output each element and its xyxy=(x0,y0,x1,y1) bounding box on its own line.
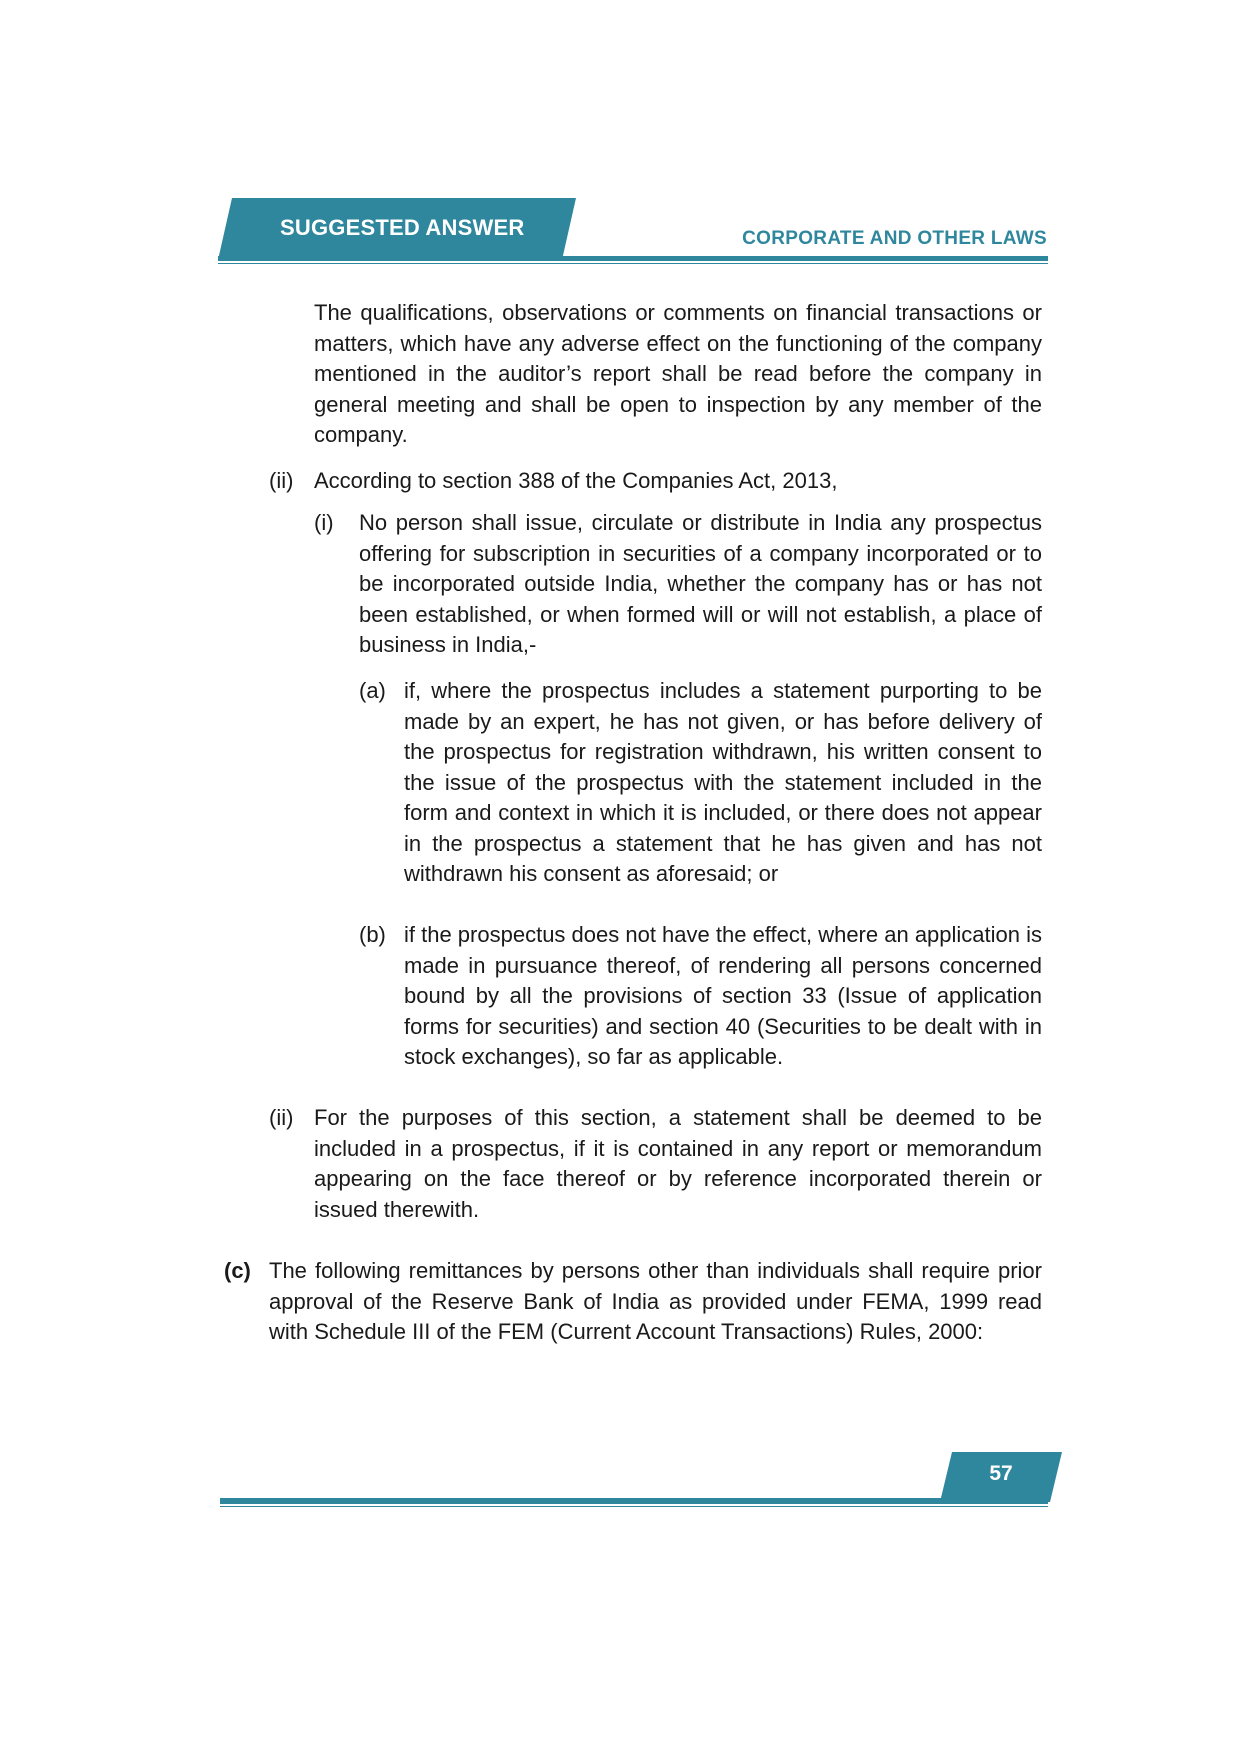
sub-ii-label: (ii) xyxy=(269,1105,294,1130)
sub-a-text: if, where the prospectus includes a statement purporting to be made by an expert, he has not given, or has before delivery of the prospectus for registration withdrawn, his written consent to the issue of the prospectus with the statement included in the form and context in which it is included, or there does not appear in the prospectus a statement that he has given and has not withdrawn his consent as aforesaid; or xyxy=(404,678,1042,886)
sub-i-text: No person shall issue, circulate or distribute in India any prospectus offering for subscription in securities of a company incorporated or to be incorporated outside India, whether the company has or has not been established, or when formed will or will not establish, a place of business in India,- xyxy=(359,510,1042,657)
item-c-label: (c) xyxy=(224,1258,251,1283)
sub-i-label: (i) xyxy=(314,510,334,535)
sub-b-label: (b) xyxy=(359,922,386,947)
footer-rule xyxy=(220,1498,1048,1504)
page-number: 57 xyxy=(989,1462,1013,1485)
sub-ii-text: For the purposes of this section, a statement shall be deemed to be included in a prospectus, if it is contained in any report or memorandum appearing on the face thereof or by reference incorporated therein or issued therewith. xyxy=(314,1105,1042,1222)
sub-a-label: (a) xyxy=(359,678,386,703)
footer-rule-thin xyxy=(220,1506,1048,1507)
header-subject: CORPORATE AND OTHER LAWS xyxy=(742,228,1047,249)
intro-paragraph: The qualifications, observations or comments on financial transactions or matters, which have any adverse effect on the functioning of the company mentioned in the auditor’s report shall be read before the company in general meeting and shall be open to inspection by any member of the company. xyxy=(314,300,1042,447)
sub-b-text: if the prospectus does not have the effect, where an application is made in pursuance thereof, of rendering all persons concerned bound by all the provisions of section 33 (Issue of application forms for securities) and section 40 (Securities to be dealt with in stock exchanges), so far as applicable. xyxy=(404,922,1042,1069)
item-ii-label: (ii) xyxy=(269,468,294,493)
item-ii-text: According to section 388 of the Companies Act, 2013, xyxy=(314,468,838,493)
header-tab-label: SUGGESTED ANSWER xyxy=(280,215,525,240)
header-rule-thin xyxy=(218,263,1048,264)
item-c-text: The following remittances by persons other than individuals shall require prior approval of the Reserve Bank of India as provided under FEMA, 1999 read with Schedule III of the FEM (Current Account Transactions) Rules, 2000: xyxy=(269,1258,1042,1344)
header-rule xyxy=(218,256,1048,261)
